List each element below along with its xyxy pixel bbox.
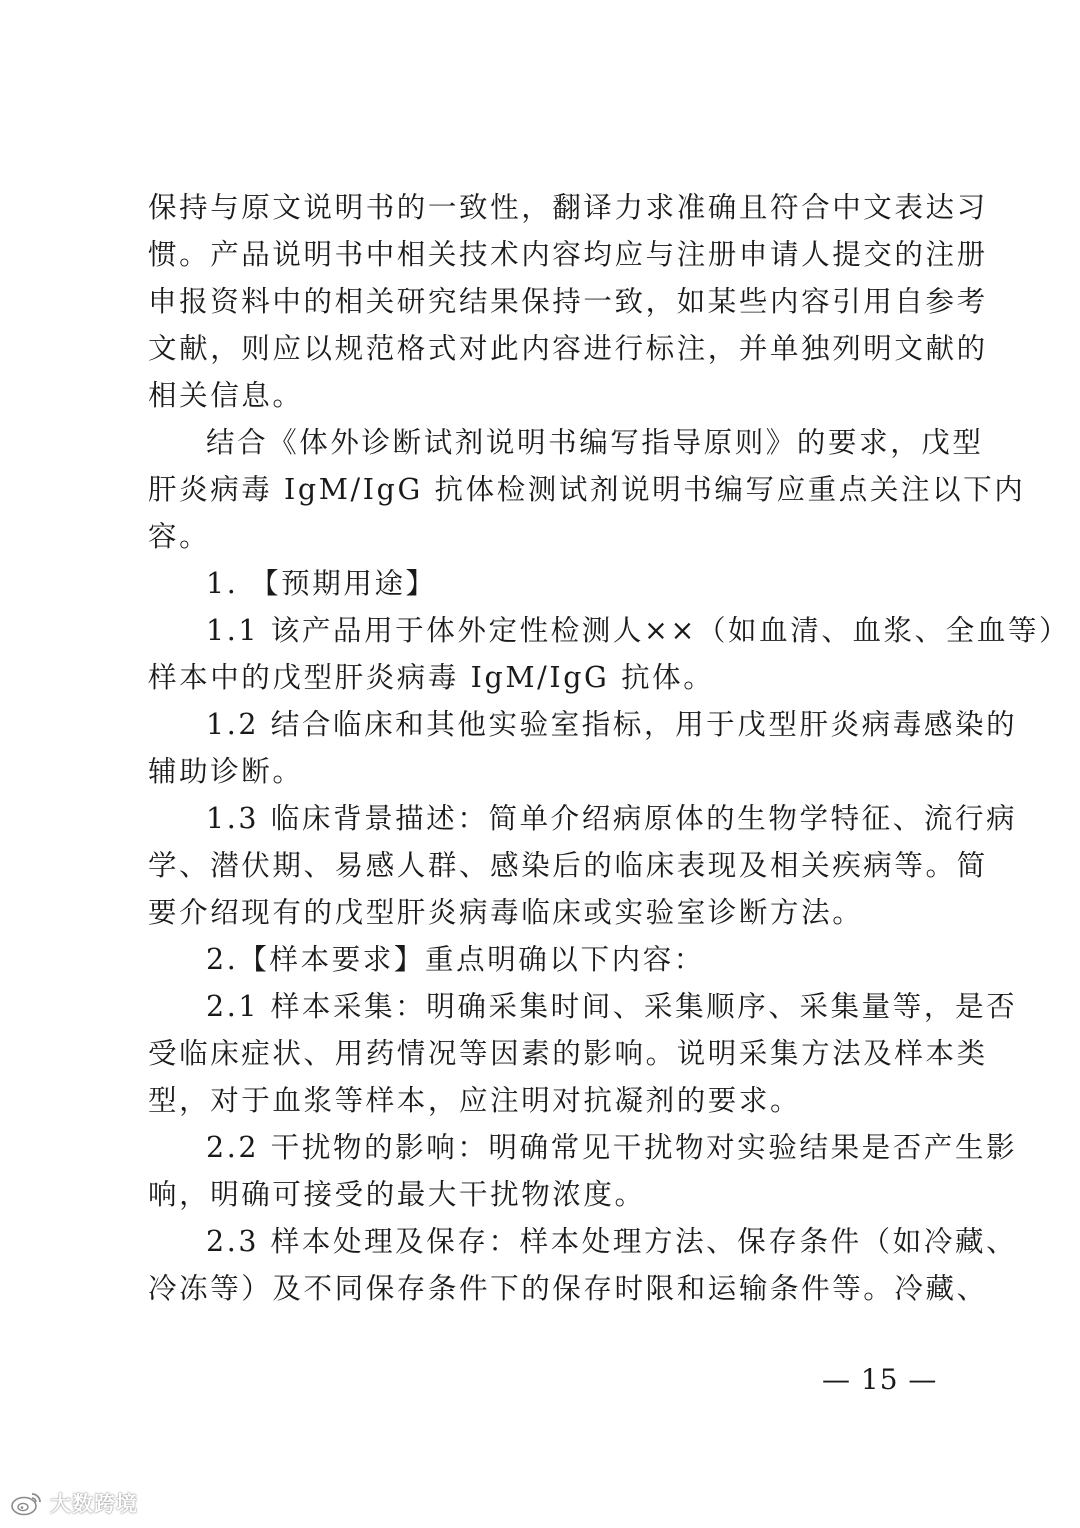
text-line: 结合《体外诊断试剂说明书编写指导原则》的要求，戊型: [206, 426, 984, 459]
section-heading: 2.【样本要求】重点明确以下内容：: [206, 943, 705, 976]
text-line: 型，对于血浆等样本，应注明对抗凝剂的要求。: [148, 1084, 802, 1117]
page-number: — 15 —: [822, 1363, 938, 1396]
weibo-icon: [10, 1490, 44, 1516]
text-line: 辅助诊断。: [148, 755, 304, 788]
text-line: 要介绍现有的戊型肝炎病毒临床或实验室诊断方法。: [148, 896, 864, 929]
text-line: 保持与原文说明书的一致性，翻译力求准确且符合中文表达习: [148, 191, 988, 224]
text-line: 惯。产品说明书中相关技术内容均应与注册申请人提交的注册: [148, 238, 988, 271]
watermark-text: 大数跨境: [50, 1492, 138, 1516]
text-line: 受临床症状、用药情况等因素的影响。说明采集方法及样本类: [148, 1037, 988, 1070]
text-line: 2.3 样本处理及保存：样本处理方法、保存条件（如冷藏、: [206, 1225, 1018, 1258]
text-line: 肝炎病毒 IgM/IgG 抗体检测试剂说明书编写应重点关注以下内: [148, 473, 1026, 506]
text-line: 1.2 结合临床和其他实验室指标，用于戊型肝炎病毒感染的: [206, 708, 1018, 741]
text-line: 容。: [148, 520, 211, 553]
text-line: 响，明确可接受的最大干扰物浓度。: [148, 1178, 646, 1211]
text-line: 相关信息。: [148, 379, 304, 412]
section-heading: 1. 【预期用途】: [206, 567, 437, 600]
text-line: 文献，则应以规范格式对此内容进行标注，并单独列明文献的: [148, 332, 988, 365]
text-line: 学、潜伏期、易感人群、感染后的临床表现及相关疾病等。简: [148, 849, 988, 882]
text-line: 样本中的戊型肝炎病毒 IgM/IgG 抗体。: [148, 661, 715, 694]
text-line: 冷冻等）及不同保存条件下的保存时限和运输条件等。冷藏、: [148, 1272, 988, 1305]
text-line: 2.1 样本采集：明确采集时间、采集顺序、采集量等，是否: [206, 990, 1018, 1023]
watermark: [10, 1488, 138, 1518]
text-line: 1.1 该产品用于体外定性检测人××（如血清、血浆、全血等）: [206, 614, 1071, 647]
text-line: 2.2 干扰物的影响：明确常见干扰物对实验结果是否产生影: [206, 1131, 1018, 1164]
text-line: 1.3 临床背景描述：简单介绍病原体的生物学特征、流行病: [206, 802, 1018, 835]
text-line: 申报资料中的相关研究结果保持一致，如某些内容引用自参考: [148, 285, 988, 318]
